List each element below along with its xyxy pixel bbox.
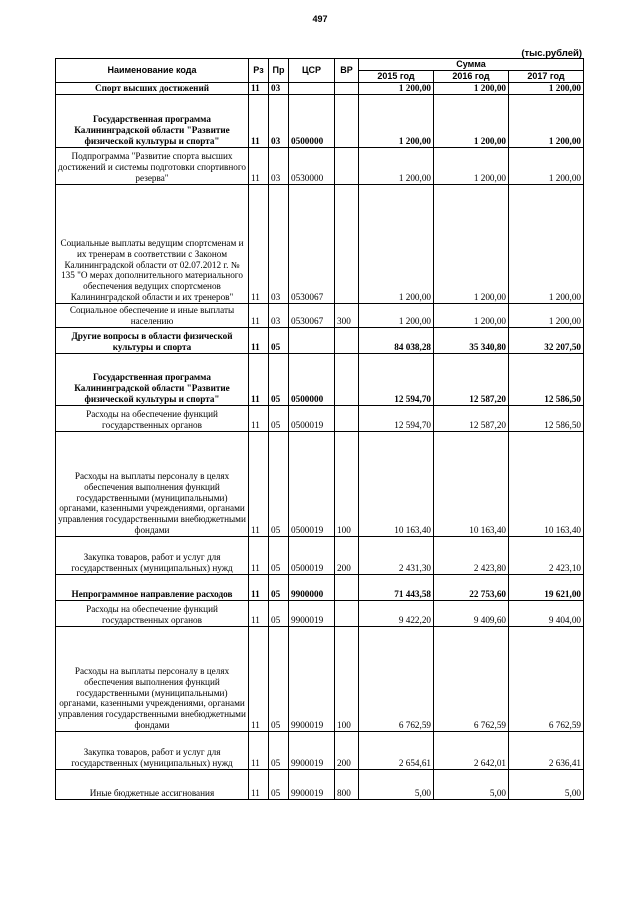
- row-2016: 35 340,80: [434, 327, 509, 353]
- row-pr: 03: [269, 184, 289, 303]
- row-name: Социальные выплаты ведущим спортсменам и их тренерам в соответствии с Законом Калининградской области от 02.07.2012 г. № 135 "О мерах дополнительного материального обеспечения ведущих спортсменов Калининградской области и их тренеров": [56, 184, 249, 303]
- row-2015: 12 594,70: [359, 405, 434, 431]
- row-rz: 11: [249, 94, 269, 147]
- row-rz: 11: [249, 769, 269, 799]
- row-vr: 200: [335, 536, 359, 574]
- header-rz: Рз: [249, 59, 269, 83]
- row-2016: 1 200,00: [434, 303, 509, 327]
- row-2017: 6 762,59: [509, 626, 584, 731]
- row-vr: [335, 184, 359, 303]
- row-rz: 11: [249, 626, 269, 731]
- row-name: Расходы на обеспечение функций государственных органов: [56, 405, 249, 431]
- table-row: [56, 600, 584, 626]
- row-2015: 71 443,58: [359, 574, 434, 600]
- row-rz: 11: [249, 431, 269, 536]
- row-2016: 1 200,00: [434, 147, 509, 184]
- row-name: Расходы на обеспечение функций государственных органов: [56, 600, 249, 626]
- row-name: Иные бюджетные ассигнования: [56, 769, 249, 799]
- row-name: Государственная программа Калининградской области "Развитие физической культуры и спорта": [56, 353, 249, 405]
- row-2016: 12 587,20: [434, 405, 509, 431]
- row-name: Закупка товаров, работ и услуг для государственных (муниципальных) нужд: [56, 536, 249, 574]
- row-rz: 11: [249, 405, 269, 431]
- row-2015: 6 762,59: [359, 626, 434, 731]
- row-vr: 800: [335, 769, 359, 799]
- row-rz: 11: [249, 83, 269, 95]
- row-2017: 1 200,00: [509, 147, 584, 184]
- row-name: Расходы на выплаты персоналу в целях обеспечения выполнения функций государственными (муниципальными) органами, казенными учреждениями, органами управления государственными внебюджетными фондами: [56, 626, 249, 731]
- row-2016: 2 423,80: [434, 536, 509, 574]
- row-pr: 05: [269, 536, 289, 574]
- table-row: [56, 184, 584, 303]
- header-csr: ЦСР: [289, 59, 335, 83]
- row-2015: 10 163,40: [359, 431, 434, 536]
- row-csr: [289, 83, 335, 95]
- table-row: [56, 431, 584, 536]
- row-2017: 9 404,00: [509, 600, 584, 626]
- header-name: Наименование кода: [56, 59, 249, 83]
- row-csr: [289, 327, 335, 353]
- table-row: [56, 574, 584, 600]
- row-vr: 100: [335, 431, 359, 536]
- row-2015: 1 200,00: [359, 184, 434, 303]
- table-row: [56, 147, 584, 184]
- row-2017: 1 200,00: [509, 184, 584, 303]
- header-2017: 2017 год: [509, 71, 584, 83]
- row-name: Подпрограмма "Развитие спорта высших достижений и системы подготовки спортивного резерва": [56, 147, 249, 184]
- row-rz: 11: [249, 147, 269, 184]
- row-2017: 12 586,50: [509, 405, 584, 431]
- row-rz: 11: [249, 353, 269, 405]
- row-2015: 2 431,30: [359, 536, 434, 574]
- row-2015: 1 200,00: [359, 303, 434, 327]
- row-2017: 1 200,00: [509, 94, 584, 147]
- budget-table: [55, 58, 584, 800]
- row-csr: 9900019: [289, 600, 335, 626]
- table-row: [56, 303, 584, 327]
- row-2015: 5,00: [359, 769, 434, 799]
- row-2017: 1 200,00: [509, 83, 584, 95]
- row-name: Расходы на выплаты персоналу в целях обеспечения выполнения функций государственными (муниципальными) органами, казенными учреждениями, органами управления государственными внебюджетными фондами: [56, 431, 249, 536]
- header-2016: 2016 год: [434, 71, 509, 83]
- row-pr: 03: [269, 83, 289, 95]
- row-pr: 05: [269, 574, 289, 600]
- row-vr: [335, 353, 359, 405]
- row-pr: 03: [269, 94, 289, 147]
- row-csr: 0500019: [289, 405, 335, 431]
- table-row: [56, 405, 584, 431]
- row-vr: [335, 147, 359, 184]
- units-label: (тыс.рублей): [521, 48, 582, 59]
- row-name: Спорт высших достижений: [56, 83, 249, 95]
- row-rz: 11: [249, 600, 269, 626]
- row-csr: 0500019: [289, 536, 335, 574]
- header-pr: Пр: [269, 59, 289, 83]
- row-2016: 1 200,00: [434, 184, 509, 303]
- table-row: [56, 769, 584, 799]
- row-csr: 0530000: [289, 147, 335, 184]
- row-csr: 0530067: [289, 184, 335, 303]
- table-row: [56, 94, 584, 147]
- row-name: Государственная программа Калининградской области "Развитие физической культуры и спорта": [56, 94, 249, 147]
- row-name: Социальное обеспечение и иные выплаты населению: [56, 303, 249, 327]
- row-2017: 12 586,50: [509, 353, 584, 405]
- row-2015: 84 038,28: [359, 327, 434, 353]
- table-row: [56, 731, 584, 769]
- row-2017: 10 163,40: [509, 431, 584, 536]
- row-csr: 9900019: [289, 731, 335, 769]
- row-csr: 0500000: [289, 353, 335, 405]
- header-vr: ВР: [335, 59, 359, 83]
- row-csr: 9900019: [289, 626, 335, 731]
- row-2017: 32 207,50: [509, 327, 584, 353]
- row-pr: 05: [269, 431, 289, 536]
- row-rz: 11: [249, 536, 269, 574]
- row-2016: 6 762,59: [434, 626, 509, 731]
- row-csr: 0500019: [289, 431, 335, 536]
- row-2015: 9 422,20: [359, 600, 434, 626]
- row-2016: 1 200,00: [434, 94, 509, 147]
- table-row: [56, 327, 584, 353]
- row-rz: 11: [249, 731, 269, 769]
- row-pr: 05: [269, 353, 289, 405]
- row-vr: 200: [335, 731, 359, 769]
- row-2017: 2 636,41: [509, 731, 584, 769]
- row-2017: 1 200,00: [509, 303, 584, 327]
- row-pr: 03: [269, 303, 289, 327]
- row-pr: 05: [269, 327, 289, 353]
- row-name: Другие вопросы в области физической культуры и спорта: [56, 327, 249, 353]
- row-2015: 1 200,00: [359, 94, 434, 147]
- row-vr: [335, 405, 359, 431]
- row-2015: 1 200,00: [359, 147, 434, 184]
- row-2016: 5,00: [434, 769, 509, 799]
- table-row: [56, 626, 584, 731]
- table-row: [56, 83, 584, 95]
- row-2016: 1 200,00: [434, 83, 509, 95]
- row-2016: 22 753,60: [434, 574, 509, 600]
- row-csr: 9900019: [289, 769, 335, 799]
- row-pr: 05: [269, 626, 289, 731]
- row-2015: 1 200,00: [359, 83, 434, 95]
- row-vr: [335, 327, 359, 353]
- row-vr: [335, 600, 359, 626]
- row-rz: 11: [249, 574, 269, 600]
- header-2015: 2015 год: [359, 71, 434, 83]
- row-pr: 05: [269, 600, 289, 626]
- row-rz: 11: [249, 303, 269, 327]
- table-row: [56, 353, 584, 405]
- row-name: Непрограммное направление расходов: [56, 574, 249, 600]
- page-number: 497: [312, 14, 328, 24]
- row-2016: 12 587,20: [434, 353, 509, 405]
- row-pr: 03: [269, 147, 289, 184]
- row-2016: 2 642,01: [434, 731, 509, 769]
- row-vr: [335, 83, 359, 95]
- row-name: Закупка товаров, работ и услуг для государственных (муниципальных) нужд: [56, 731, 249, 769]
- row-pr: 05: [269, 731, 289, 769]
- row-2017: 5,00: [509, 769, 584, 799]
- row-2015: 12 594,70: [359, 353, 434, 405]
- row-csr: 0500000: [289, 94, 335, 147]
- row-2017: 19 621,00: [509, 574, 584, 600]
- row-2016: 10 163,40: [434, 431, 509, 536]
- row-pr: 05: [269, 769, 289, 799]
- row-rz: 11: [249, 184, 269, 303]
- row-csr: 9900000: [289, 574, 335, 600]
- row-vr: [335, 94, 359, 147]
- row-2016: 9 409,60: [434, 600, 509, 626]
- row-vr: [335, 574, 359, 600]
- row-rz: 11: [249, 327, 269, 353]
- row-vr: 100: [335, 626, 359, 731]
- row-csr: 0530067: [289, 303, 335, 327]
- row-vr: 300: [335, 303, 359, 327]
- row-2017: 2 423,10: [509, 536, 584, 574]
- header-sum: Сумма: [359, 59, 584, 71]
- row-2015: 2 654,61: [359, 731, 434, 769]
- row-pr: 05: [269, 405, 289, 431]
- table-row: [56, 536, 584, 574]
